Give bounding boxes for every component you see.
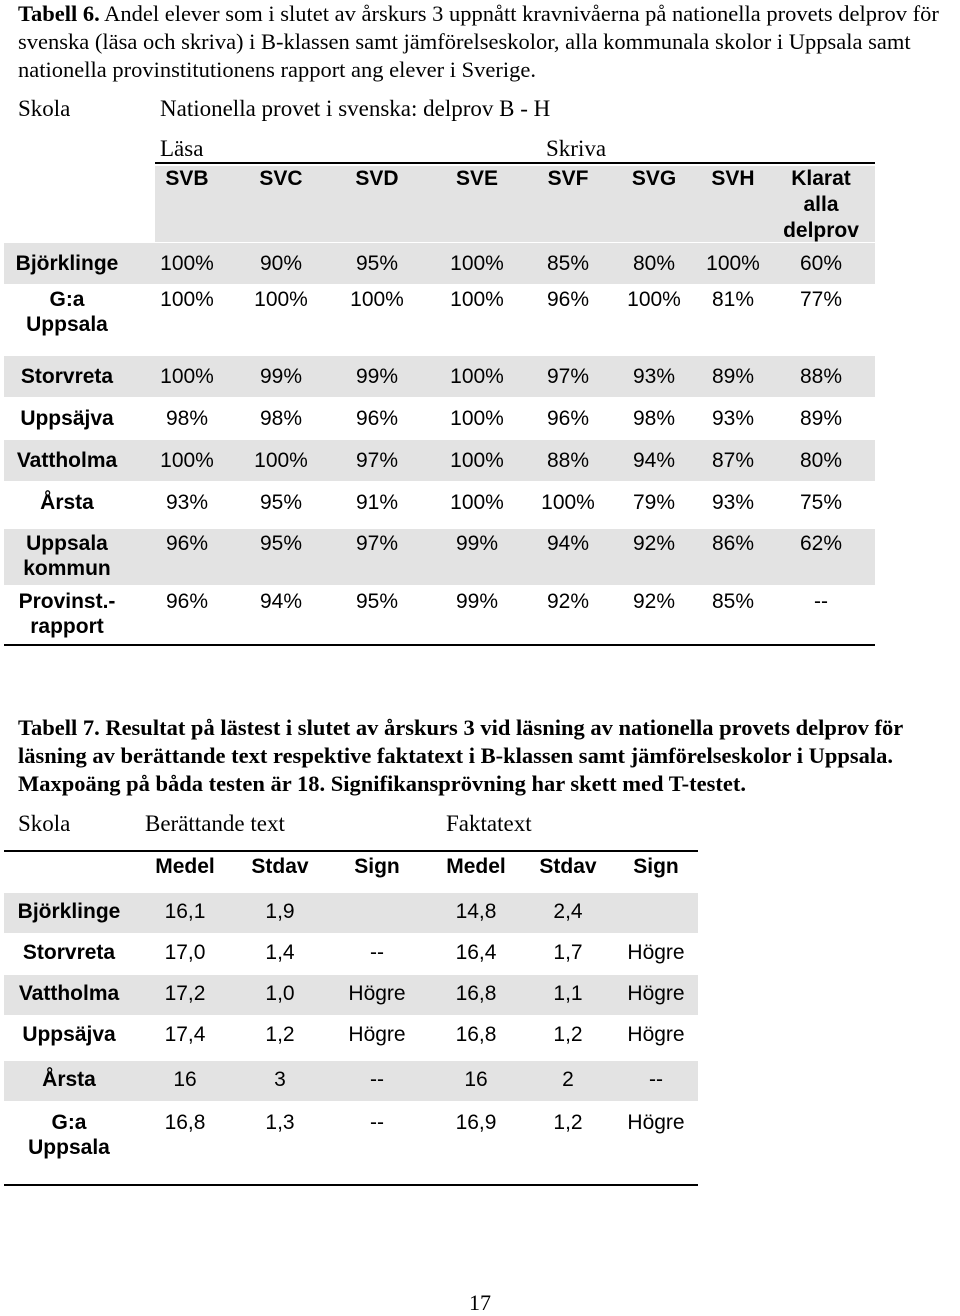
table7-cell: 14,8: [455, 900, 497, 923]
table6-cell: 96%: [355, 407, 399, 430]
table6-cell: 100%: [627, 288, 681, 311]
table6-cell: 93%: [711, 407, 755, 430]
table6-cell: 100%: [254, 449, 308, 472]
table7-caption: [18, 714, 948, 798]
table6-cell: 85%: [711, 590, 755, 613]
table6-col-header: SVF: [547, 167, 589, 190]
table7-bottom-rule: [4, 1184, 698, 1186]
table6-cell: 60%: [799, 252, 843, 275]
table7-col-header: Sign: [354, 855, 400, 878]
table6-cell: 95%: [259, 532, 303, 555]
table7-cell: Högre: [348, 982, 406, 1005]
table7-col-header: Medel: [446, 855, 506, 878]
table7-cell: 16,9: [455, 1111, 497, 1134]
table7-cell: 17,2: [164, 982, 206, 1005]
table6-cell: 97%: [546, 365, 590, 388]
table7-cell: 3: [274, 1068, 286, 1091]
table6-school-header: Skola: [18, 96, 71, 121]
table6-cell: 98%: [259, 407, 303, 430]
table6-cell: 100%: [160, 288, 214, 311]
table6-cell: 94%: [632, 449, 676, 472]
table7-row-shade: [4, 1061, 698, 1101]
table6-cell: 99%: [455, 532, 499, 555]
table7-cell: 1,0: [265, 982, 295, 1005]
table6-cell: 80%: [799, 449, 843, 472]
table7-cell: 1,1: [553, 982, 583, 1005]
table6-cell: 100%: [450, 491, 504, 514]
table7-top-rule: [4, 850, 698, 852]
table7-cell: --: [370, 1068, 384, 1091]
table7-fact-header: Faktatext: [446, 811, 532, 836]
table6-cell: 92%: [632, 532, 676, 555]
table6-row-school: G:a Uppsala: [26, 288, 108, 336]
table6-row-school: Provinst.-rapport: [18, 590, 116, 638]
table7-row-school: Björklinge: [17, 900, 121, 923]
table6-cell: 89%: [799, 407, 843, 430]
table7-cell: 16: [464, 1068, 488, 1091]
table6-cell: 100%: [450, 365, 504, 388]
table6-cell: 100%: [450, 288, 504, 311]
table7-narrative-header: Berättande text: [145, 811, 285, 836]
table7-cell: 16,8: [455, 1023, 497, 1046]
table7-cell: 1,7: [553, 941, 583, 964]
table7-col-header: Stdav: [251, 855, 309, 878]
table6-cell: 100%: [450, 407, 504, 430]
table7-cell: 2: [562, 1068, 574, 1091]
table6-cell: 99%: [355, 365, 399, 388]
table6-cell: 100%: [450, 449, 504, 472]
table6-cell: 97%: [355, 449, 399, 472]
table7-col-header: Medel: [155, 855, 215, 878]
table6-row-school: Årsta: [40, 491, 94, 514]
table7-row-school: Vattholma: [18, 982, 120, 1005]
table6-col-header: SVC: [259, 167, 303, 190]
table6-cell: 93%: [711, 491, 755, 514]
table7-cell: 2,4: [553, 900, 583, 923]
table7-cell: 1,9: [265, 900, 295, 923]
table6-write-header: Skriva: [546, 136, 607, 161]
table7-cell: Högre: [627, 941, 685, 964]
table6-col-header: SVB: [165, 167, 209, 190]
table6-cell: 90%: [259, 252, 303, 275]
table6-cell: 92%: [632, 590, 676, 613]
table7-col-header: Sign: [633, 855, 679, 878]
table7-row-school: Årsta: [42, 1068, 96, 1091]
table7-cell: 1,3: [265, 1111, 295, 1134]
table6-row-school: Storvreta: [20, 365, 114, 388]
table6-bottom-rule: [4, 644, 875, 646]
table6-cell: 93%: [632, 365, 676, 388]
table6-cell: 85%: [546, 252, 590, 275]
table6-cell: 95%: [355, 252, 399, 275]
table7-col-header: Stdav: [539, 855, 597, 878]
table7-cell: --: [649, 1068, 663, 1091]
table6-cell: 75%: [799, 491, 843, 514]
table6-cell: 95%: [259, 491, 303, 514]
table6-cell: 100%: [254, 288, 308, 311]
table7-caption-text: Tabell 7. Resultat på lästest i slutet av årskurs 3 vid läsning av nationella provets delprov för läsning av berättande text respektive faktatext i B-klassen samt jämförelseskolor i Uppsala. Maxpoäng på båda testen är 18. Signifikansprövning har skett med T-testet.: [18, 715, 903, 796]
table6-row-school: Vattholma: [16, 449, 118, 472]
table6-cell: 62%: [799, 532, 843, 555]
table6-cell: 89%: [711, 365, 755, 388]
table6-cell: 100%: [350, 288, 404, 311]
table6-row-school: Uppsäjva: [20, 407, 114, 430]
table6-cell: 96%: [546, 288, 590, 311]
table7-school-header: Skola: [18, 811, 71, 836]
table6-cell: 100%: [450, 252, 504, 275]
table6-cell: --: [814, 590, 828, 613]
table7-cell: 1,2: [553, 1023, 583, 1046]
table6-col-header: SVH: [711, 167, 755, 190]
table6-cell: 100%: [706, 252, 760, 275]
table7-cell: 16,1: [164, 900, 206, 923]
table7-cell: 17,0: [164, 941, 206, 964]
table6-cell: 77%: [799, 288, 843, 311]
table7-cell: 16,8: [164, 1111, 206, 1134]
table6-cell: 88%: [799, 365, 843, 388]
table6-col-header: SVG: [631, 167, 677, 190]
table6-col-header: SVE: [455, 167, 499, 190]
table7-row-school: Uppsäjva: [22, 1023, 116, 1046]
table6-read-header: Läsa: [160, 136, 204, 161]
table6-cell: 88%: [546, 449, 590, 472]
table7-cell: 1,2: [553, 1111, 583, 1134]
table6-cell: 94%: [546, 532, 590, 555]
table7-cell: 1,2: [265, 1023, 295, 1046]
table6-row-school: Uppsala kommun: [23, 532, 111, 580]
table7-row-school: G:a Uppsala: [28, 1111, 110, 1159]
table6-cell: 99%: [259, 365, 303, 388]
table6-cell: 94%: [259, 590, 303, 613]
table7-cell: Högre: [627, 1023, 685, 1046]
table6-cell: 91%: [355, 491, 399, 514]
table7-cell: 1,4: [265, 941, 295, 964]
table6-cell: 87%: [711, 449, 755, 472]
table6-cell: 80%: [632, 252, 676, 275]
table6-cell: 99%: [455, 590, 499, 613]
table6-cell: 98%: [632, 407, 676, 430]
table7-cell: Högre: [627, 1111, 685, 1134]
table7-cell: 16,4: [455, 941, 497, 964]
table6-top-rule: [155, 162, 875, 164]
table7-cell: Högre: [627, 982, 685, 1005]
table6-group-header: Nationella provet i svenska: delprov B - H: [160, 96, 551, 121]
table6-cell: 95%: [355, 590, 399, 613]
table6-cell: 86%: [711, 532, 755, 555]
table7-cell: Högre: [348, 1023, 406, 1046]
table7-cell: 16,8: [455, 982, 497, 1005]
table6-col-header: SVD: [355, 167, 399, 190]
table7-cell: --: [370, 1111, 384, 1134]
table6-cell: 100%: [541, 491, 595, 514]
page-number: 17: [469, 1290, 491, 1315]
table7-row-school: Storvreta: [22, 941, 116, 964]
table6-cell: 100%: [160, 449, 214, 472]
table6-caption: [18, 0, 948, 84]
table6-cell: 98%: [165, 407, 209, 430]
table6-caption-label: Tabell 6.: [18, 1, 100, 26]
table6-cell: 79%: [632, 491, 676, 514]
table6-cell: 100%: [160, 365, 214, 388]
table7-cell: 17,4: [164, 1023, 206, 1046]
table6-cell: 93%: [165, 491, 209, 514]
table6-cell: 81%: [711, 288, 755, 311]
table7-cell: --: [370, 941, 384, 964]
table6-caption-text: Andel elever som i slutet av årskurs 3 uppnått kravnivåerna på nationella provets delprov för svenska (läsa och skriva) i B-klassen samt jämförelseskolor, alla kommunala skolor i Uppsala samt nationella provinstitutionens rapport ang elever i Sverige.: [18, 1, 939, 82]
table6-cell: 96%: [165, 532, 209, 555]
table6-cell: 100%: [160, 252, 214, 275]
table7-cell: 16: [173, 1068, 197, 1091]
table6-cell: 96%: [165, 590, 209, 613]
table6-row-school: Björklinge: [15, 252, 119, 275]
table6-col-header: Klarat alla delprov: [783, 167, 859, 242]
table6-cell: 97%: [355, 532, 399, 555]
table6-cell: 96%: [546, 407, 590, 430]
table6-cell: 92%: [546, 590, 590, 613]
